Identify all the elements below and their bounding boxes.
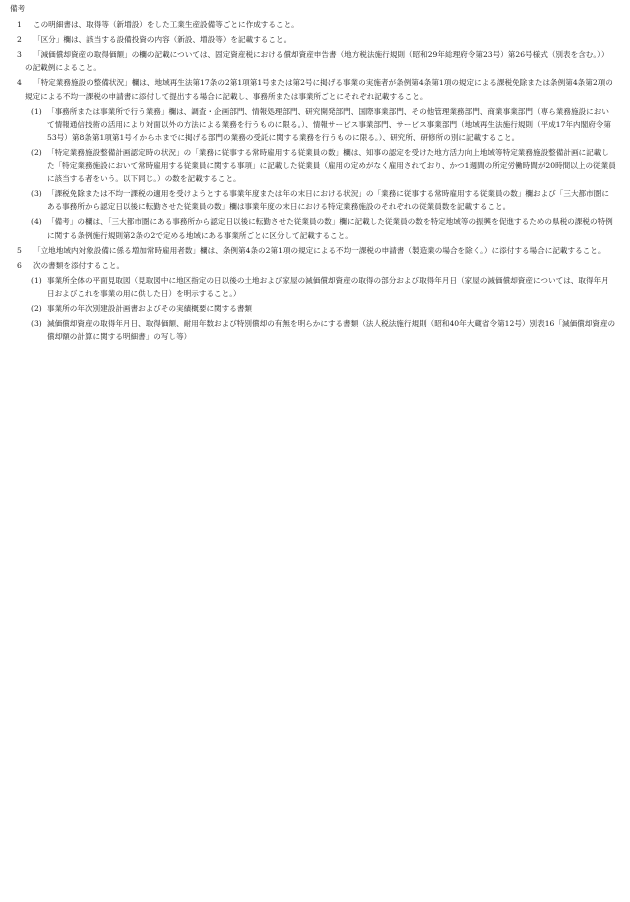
note-number: 4 <box>17 78 22 88</box>
note-item-1 <box>7 18 616 31</box>
note-number: 1 <box>17 20 22 30</box>
note-text: 「特定業務施設の整備状況」欄は、地域再生法第17条の2第1項第1号または第2号に掲げる事業の実施者が条例第4条第1項の規定による課税免除または条例第4条第2項の規定による不均一課税の申請書に添付して提出する場合に記載し、事務所または事業所ごとにそれぞれ記載すること。 <box>25 78 613 101</box>
note-text: 次の書類を添付すること。 <box>33 260 125 270</box>
note-text: 「備考」の欄は、「三大都市圏にある事務所から認定日以後に転勤させた従業員の数」欄に記載した従業員の数を特定地域等の振興を促進するための県税の課税の特例に関する条例施行規則第2条の2で定める地域にある事業所ごとに区分して記載すること。 <box>47 217 613 240</box>
note-text: 「区分」欄は、該当する設備投資の内容（新設、増設等）を記載すること。 <box>33 35 292 45</box>
note-subitem-4-3 <box>7 187 616 213</box>
notes-heading: 備考 <box>10 4 26 13</box>
note-item-6 <box>7 259 616 272</box>
note-number: 2 <box>17 35 22 45</box>
note-item-2 <box>7 33 616 46</box>
note-text: 「立地地域内対象設備に係る増加常時雇用者数」欄は、条例第4条の2第1項の規定による不均一課税の申請書（製造業の場合を除く。）に添付する場合に記載すること。 <box>33 245 606 255</box>
note-text: 減価償却資産の取得年月日、取得価額、耐用年数および特別償却の有無を明らかにする書類（法人税法施行規則（昭和40年大蔵省令第12号）別表16「減価償却資産の償却額の計算に関する明細書」の写し等） <box>47 319 616 342</box>
note-number: (2) <box>31 303 42 313</box>
note-item-5 <box>7 244 616 257</box>
note-number: (2) <box>31 147 42 157</box>
note-number: (4) <box>31 217 42 227</box>
note-subitem-4-4 <box>7 215 616 241</box>
note-text: この明細書は、取得等（新増設）をした工業生産設備等ごとに作成すること。 <box>33 20 299 30</box>
note-text: 事業所の年次別建設計画書およびその実績概要に関する書類 <box>47 303 253 313</box>
note-subitem-6-3 <box>7 317 616 343</box>
note-text: 「特定業務施設整備計画認定時の状況」の「業務に従事する常時雇用する従業員の数」欄は、知事の認定を受けた地方活力向上地域等特定業務施設整備計画に記載した「特定業務施設において常時雇用する従業員に関する事項」に記載した従業員（雇用の定めがなく雇用されており、かつ1週間の所定労働時間が20時間以上の従業員に該当する者をいう。以下同じ。）の数を記載すること。 <box>47 147 616 184</box>
note-number: (1) <box>31 275 42 285</box>
note-number: (1) <box>31 106 42 116</box>
note-number: 5 <box>17 245 22 255</box>
note-text: 「課税免除または不均一課税の適用を受けようとする事業年度または年の末日における状況」の「業務に従事する常時雇用する従業員の数」欄および「三大都市圏にある事務所から認定日以後に転勤させた従業員の数」欄は事業年度の末日における特定業務施設のそれぞれの従業員数を記載すること。 <box>47 189 609 212</box>
note-number: 3 <box>17 50 22 60</box>
note-text: 「減価償却資産の取得価額」の欄の記載については、固定資産税における償却資産申告書（地方税法施行規則（昭和29年総理府令第23号）第26号様式（別表を含む。））の記載例によること。 <box>25 50 609 73</box>
note-text: 事業所全体の平面見取図（見取図中に地区指定の日以後の土地および家屋の減価償却資産の取得の部分および取得年月日（家屋の減価償却資産については、取得年月日およびこれを事業の用に供した日）を明示すること。） <box>47 275 609 298</box>
note-subitem-4-2 <box>7 146 616 185</box>
note-subitem-6-1 <box>7 274 616 300</box>
note-item-3 <box>7 48 616 74</box>
note-text: 「事務所または事業所で行う業務」欄は、調査・企画部門、情報処理部門、研究開発部門、国際事業部門、その他管理業務部門、商業事業部門（専ら業務施設において情報通信技術の活用により対面以外の方法による業務を行うものに限る。）、情報サービス事業部門、サービス事業部門（地域再生法施行規則（平成17年内閣府令第53号）第8条第1項第1号イからホまでに掲げる部門の業務の受託に関する業務を行うものに限る。）、研究所、研修所の別に記載すること。 <box>47 106 611 142</box>
note-number: (3) <box>31 319 42 329</box>
note-number: (3) <box>31 189 42 199</box>
note-number: 6 <box>17 260 22 270</box>
note-subitem-4-1 <box>7 105 616 144</box>
note-item-4 <box>7 76 616 102</box>
note-subitem-6-2 <box>7 302 616 315</box>
